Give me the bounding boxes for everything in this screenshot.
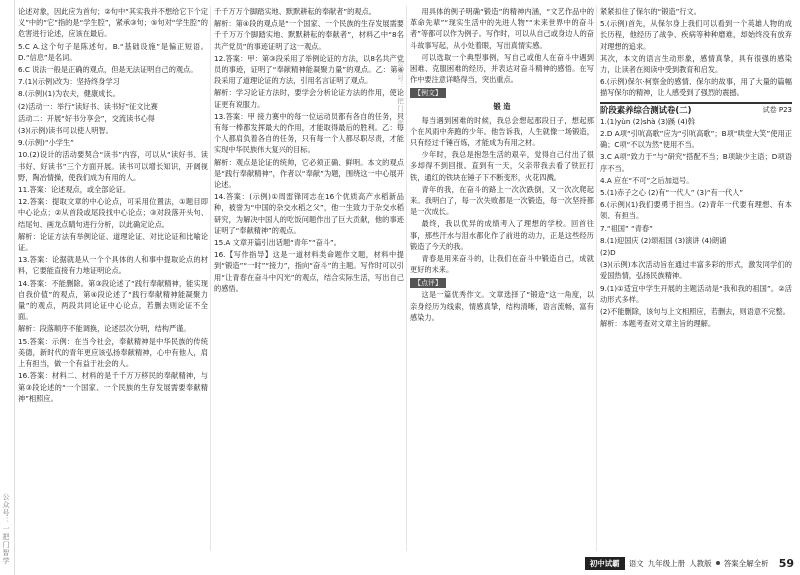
footer-bullet-icon	[716, 561, 720, 565]
column-divider	[596, 6, 597, 551]
comment-text: 这是一篇优秀作文。文章选择了“锻造”这一角度，以亲身经历为线索，情感真挚，结构清晰，语言流畅，富有感染力。	[410, 290, 594, 322]
column-2	[214, 6, 404, 551]
column-divider	[406, 6, 407, 551]
essay-paragraph: 青年的我，在奋斗的路上一次次跌倒，又一次次爬起来。我明白了，每一次失败都是一次锻造，每一次坚持都是一次成长。	[410, 184, 594, 217]
col4-paragraph: 2.D A项“引吭高歌”应为“引吭高歌”；B项“哄堂大笑”使用正确；C项“不以为然”使用不当。	[600, 129, 792, 150]
col1-paragraph: 论述对象，因此应为首句；②句中“其实我并不想给它下个定义”中的“它”指的是“学生腔”，紧承③句；⑤句对“学生腔”的危害进行论述，应该在最后。	[18, 7, 208, 39]
footer-edition: 人教版	[689, 558, 712, 568]
sample-label: 【例文】	[410, 88, 446, 98]
footer-subject: 语文	[628, 558, 644, 568]
essay-paragraph: 每当遇到困难的时候，我总会想起那段日子，想起那个在风雨中奔跑的少年。他告诉我，人生就像一场锻造，只有经过千锤百炼，才能成为有用之材。	[410, 115, 594, 148]
col2-paragraph: 千千万万个脚踏实地、默默耕耘的奉献者”的观点。	[214, 7, 376, 16]
col4-paragraph: (2)不能删除，该句与上文相照应，若删去，则语意不完整。	[600, 307, 790, 317]
col2-paragraph: 解析：第④段的观点是“一个国家、一个民族的生存发展需要千千万万个脚踏实地、默默耕耘的奉献者”，材料乙中“8名共产党员”的事迹证明了这一观点。	[214, 19, 404, 51]
col4-paragraph: 9.(1)①适宜中学生开展的主题活动是“我和我的祖国”。②活动形式多样。	[600, 283, 792, 304]
col4-paragraph: 解析：本题考查对文章主旨的理解。	[600, 319, 716, 329]
col4-paragraph: (3)(示例)本次活动旨在通过丰富多彩的形式，激发同学们的爱国热情，弘扬民族精神。	[600, 260, 792, 281]
column-4	[600, 6, 792, 551]
col4-paragraph: 6.(示例)(1)我们要勇于担当。(2)青年一代要有理想、有本领、有担当。	[600, 200, 792, 221]
col4_top-paragraph: 其次，本文的语言生动形象，感情真挚，具有很强的感染力，让读者在阅读中受到教育和启发。	[600, 53, 792, 75]
essay-paragraph: 青春是用来奋斗的，让我们在奋斗中锻造自己，成就更好的未来。	[410, 254, 594, 275]
col1-paragraph: 6.C 说法一般是正确的观点，但是无法证明自己的观点。	[18, 65, 198, 75]
col4-paragraph: 5.(1)赤子之心 (2)有“一代人” (3)“有一代人”	[600, 188, 744, 198]
essay-paragraph: 少年时，我总是抱怨生活的艰辛，觉得自己付出了很多却得不到回报。直到有一天，父亲带我去看了铁匠打铁，通红的铁块在锤子下不断变形，火花四溅。	[410, 150, 594, 182]
comment-label: 【点评】	[410, 278, 446, 288]
col2-paragraph: 16.【写作指导】这是一道材料类命题作文题，材料中提到“锻造”“一时”“接力”，指向“奋斗”的主题。写作时可以引用“让青春在奋斗中闪光”的观点，结合实际生活，写出自己的感悟。	[214, 250, 404, 293]
col1-paragraph: 10.(2)设计的活动要契合“读书”内容，可以从“读好书、读书好、好读书”三个方面开展。读书可以增长知识，开阔视野，陶冶情操，使我们成为有用的人。	[18, 150, 208, 182]
col3-paragraph: 可以选取一个典型事例，写自己或他人在奋斗中遇到困难、克服困难的经历，并表达对奋斗精神的感悟。在写作中要注意详略得当，突出重点。	[410, 52, 594, 85]
essay-title: 锻 造	[493, 102, 511, 112]
col1-paragraph: 15.答案：示例：在当今社会，奉献精神是中华民族的传统美德，新时代的青年更应该弘扬奉献精神，心中有他人，肩上有担当，做一个有益于社会的人。	[18, 336, 208, 369]
col1-paragraph: 8.(示例)(1)为农夫，健康成长。	[18, 89, 120, 99]
col1-paragraph: 9.(示例)“小学生”	[18, 138, 74, 148]
section-title: 阶段素养综合测试卷(二)	[600, 104, 692, 115]
col2-paragraph: 解析：观点是论证的统帅，它必须正确、鲜明。本文的观点是“践行奉献精神”，作者以“奉献”为题，围绕这一中心展开论述。	[214, 157, 404, 190]
col1-paragraph: 7.(1)(示例)改为：坚持终身学习	[18, 77, 120, 87]
left-gutter	[0, 0, 15, 575]
footer-answer: 答案全解全析	[723, 558, 769, 568]
col2-paragraph: 12.答案：甲：第③段采用了举例论证的方法，以8名共产党员的事迹，证明了“奉献精神能凝聚力量”的观点。乙：第④段采用了道理论证的方法，引用名言证明了观点。	[214, 53, 404, 86]
section-ref: 试卷 P23	[762, 105, 792, 114]
col2-paragraph: 14.答案：(示例)①周雷锋同志在16个优质高产水稻新品种，被誉为“中国的杂交水稻之父”，他一生致力于杂交水稻研究，为解决中国人的吃饭问题作出了巨大贡献，他的事迹证明了“奉献精神”的观点。	[214, 192, 404, 235]
col1-paragraph: 5.C A.这个句子是陈述句。B.“基础设施”是偏正短语。D.“信息”是名词。	[18, 41, 208, 62]
col4-paragraph: 1.(1)yùn (2)shà (3)蹊 (4)斡	[600, 116, 695, 126]
col4-paragraph: (2)D	[600, 248, 616, 258]
col2-paragraph: 13.答案：甲 接力赛中的每一位运动员都有各自的任务，只有每一棒都发挥最大的作用，才能取得最后的胜利。乙：每个人都肩负着各自的任务，只有每一个人都尽职尽责，才能实现中华民族伟大复兴的目标。	[214, 111, 404, 155]
col4-paragraph: 8.(1)迎国庆 (2)颂祖国 (3)演讲 (4)朗诵	[600, 235, 727, 245]
col1-paragraph: 14.答案：不能删除。第③段论述了“践行奉献精神，能实现自我价值”的观点，第④段论述了“践行奉献精神能凝聚力量”的观点，两段共同论证中心论点，若删去则论证不全面。	[18, 278, 208, 322]
footer-grade: 九年级上册	[647, 558, 686, 568]
col1-paragraph: 解析：论证方法有举例论证、道理论证、对比论证和比喻论证。	[18, 231, 208, 253]
col4_top-paragraph: 6.(示例)保尔·柯察金的感情、保尔的故事，用了大量的篇幅描写保尔的精神，让人感受到了强烈的震撼。	[600, 77, 792, 98]
column-divider	[210, 6, 211, 551]
col1-paragraph: 11.答案：论述观点，或全部论证。	[18, 185, 131, 195]
col4_top-paragraph: 紧紧扣住了保尔的“锻造”行文。	[600, 7, 701, 16]
col1-paragraph: (3)(示例)读书可以使人明智。	[18, 126, 113, 136]
side-watermark: 公众号：一把门智学	[396, 60, 404, 128]
col2-paragraph: 解析：学习论证方法时，要学会分析论证方法的作用，使论证更有说服力。	[214, 88, 404, 109]
gutter-watermark: 公众号：一把门智学	[2, 493, 10, 565]
col1-paragraph: 解析：段落顺序不能调换，论述层次分明，结构严谨。	[18, 324, 191, 334]
col1-paragraph: 16.答案：材料二、材料的是千千万万移民的奉献精神，与第③段论述的“一个国家、一个民族的生存发展需要奉献精神”相照应。	[18, 371, 208, 403]
col3-paragraph: 用具体的例子明确“锻造”的精神内涵，“文艺作品中的革命先辈”“现实生活中的先进人物”“未来世界中的奋斗者”等都可以作为例子。写作时，可以从自己或身边人的奋斗故事写起，从小处着眼，写出真情实感。	[410, 7, 594, 50]
page-number: 59	[778, 556, 794, 570]
col1-paragraph: 12.答案：提取文章的中心论点，可采用位置法，①题目即中心论点；②从首段或尾段找中心论点；③对段落开头句、结尾句、画龙点睛句进行分析，以此确定论点。	[18, 197, 208, 229]
col4-paragraph: 3.C A项“致力于”与“研究”搭配不当；B项缺少主语；D项语序不当。	[600, 152, 792, 173]
col4-paragraph: 4.A 应在“不可”之后加逗号。	[600, 175, 694, 185]
section-header	[600, 102, 792, 116]
column-3	[410, 6, 594, 551]
page-footer	[440, 555, 794, 571]
essay-paragraph: 最终，我以优异的成绩考入了理想的学校。回首往事，那些汗水与泪水都化作了前进的动力，正是这些经历锻造了今天的我。	[410, 219, 594, 251]
footer-brand: 初中试霸	[585, 557, 625, 570]
col1-paragraph: 活动二：开展“好书分享会”，交流读书心得	[18, 113, 155, 123]
col4-paragraph: 7.“祖国” “青春”	[600, 223, 653, 233]
col1-paragraph: (2)活动一：举行“读好书、读书好”征文比赛	[18, 101, 158, 111]
col4_top-paragraph: 5.(示例)首先，从保尔身上我们可以看到一个英雄人物的成长历程，他经历了战争、疾病等种种磨难，却始终没有放弃对理想的追求。	[600, 19, 792, 51]
column-1	[18, 6, 208, 551]
col2-paragraph: 15.A 文章开篇引出话题“青年”“奋斗”。	[214, 238, 341, 248]
col1-paragraph: 13.答案：论据就是从一个个具体的人和事中提取论点的材料，它要能直接有力地证明论点。	[18, 255, 208, 276]
